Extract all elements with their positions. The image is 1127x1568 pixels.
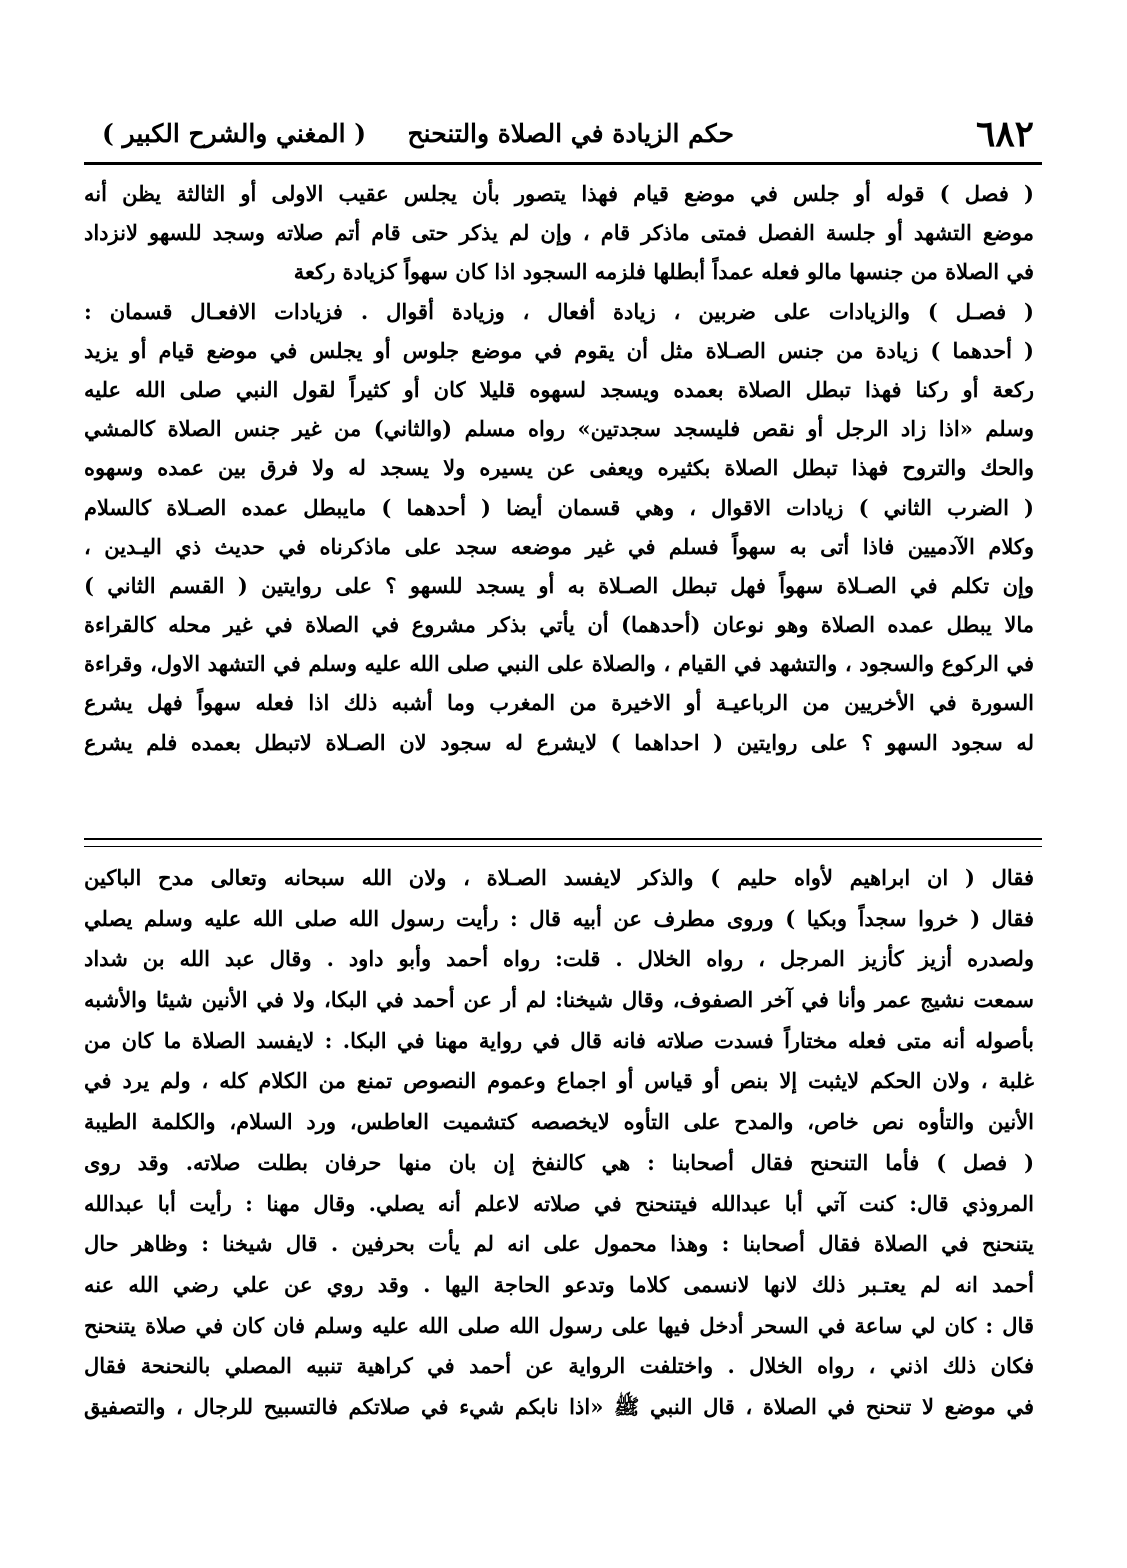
commentary-line: قال : كان لي ساعة في السحر أدخل فيها على رسول الله صلى الله عليه وسلم فان كان في صلاة يتنحنح bbox=[84, 1312, 1034, 1338]
commentary-line: غلبة ، ولان الحكم لايثبت إلا بنص أو قياس أو اجماع وعموم النصوص تمنع من الكلام كله ، ولم يرد في bbox=[84, 1068, 1034, 1094]
main-line: مالا يبطل عمده الصلاة وهو نوعان (أحدهما) أن يأتي بذكر مشروع في الصلاة في غير محله كالقراءة bbox=[84, 612, 1034, 638]
main-line: ( أحدهما ) زيادة من جنس الصـلاة مثل أن يقوم في موضع جلوس أو يجلس في موضع قيام أو يزيد bbox=[84, 337, 1034, 363]
section-separator bbox=[84, 838, 1042, 840]
commentary-line: فقال ( خروا سجداً وبكيا ) وروى مطرف عن أبيه قال : رأيت رسول الله صلى الله عليه وسلم يصلي bbox=[84, 905, 1034, 931]
main-line: والحك والتروح فهذا تبطل الصلاة بكثيره ويعفى عن يسيره ولا يسجد له ولا فرق بين عمده وسهوه bbox=[84, 455, 1034, 481]
main-line: ( فصـل ) والزيادات على ضربين ، زيادة أفعال ، وزيادة أقوال . فزيادات الافعـال قسمان : bbox=[84, 298, 1034, 324]
main-line: ( فصل ) قوله أو جلس في موضع قيام فهذا يتصور بأن يجلس عقيب الاولى أو الثالثة يظن أنه bbox=[84, 181, 1034, 206]
section-separator-thin bbox=[84, 846, 1042, 847]
commentary-line: بأصوله أنه متى فعله مختاراً فسدت صلاته فانه قال في رواية مهنا في البكا. : لايفسد الصلاة ما كان من bbox=[84, 1027, 1034, 1053]
main-line: له سجود السهو ؟ على روايتين ( احداهما ) لايشرع له سجود لان الصـلاة لاتبطل بعمده فلم يشرع bbox=[84, 729, 1034, 755]
running-title: حكم الزيادة في الصلاة والتنحنح bbox=[407, 119, 734, 148]
commentary-line: فكان ذلك اذني ، رواه الخلال . واختلفت الرواية عن أحمد في كراهية تنبيه المصلي بالنحنحة فقال bbox=[84, 1353, 1034, 1379]
main-line: وكلام الآدميين فاذا أتى به سهواً فسلم في غير موضعه سجد على ماذكرناه في حديث ذي اليـدين ، bbox=[84, 533, 1034, 559]
commentary-line: سمعت نشيج عمر وأنا في آخر الصفوف، وقال شيخنا: لم أر عن أحمد في البكا، ولا في الأنين شيئا والأشبه bbox=[84, 987, 1034, 1013]
main-line: ( الضرب الثاني ) زيادات الاقوال ، وهي قسمان أيضا ( أحدهما ) مايبطل عمده الصـلاة كالسلام bbox=[84, 494, 1034, 520]
commentary-line: ولصدره أزيز كأزيز المرجل ، رواه الخلال . قلت: رواه أحمد وأبو داود . وقال عبد الله بن شداد bbox=[84, 946, 1034, 972]
commentary-line: ( فصل ) فأما التنحنح فقال أصحابنا : هي كالنفخ إن بان منها حرفان بطلت صلاته. وقد روى bbox=[84, 1149, 1034, 1175]
main-line: في الركوع والسجود ، والتشهد في القيام ، والصلاة على النبي صلى الله عليه وسلم في التشهد الاول، وقراءة bbox=[84, 651, 1034, 677]
main-line: موضع التشهد أو جلسة الفصل فمتى ماذكر قام ، وإن لم يذكر حتى قام أتم صلاته وسجد للسهو لانزداد bbox=[84, 220, 1034, 246]
commentary-line: الأنين والتأوه نص خاص، والمدح على التأوه لايخصصه كتشميت العاطس، ورد السلام، والكلمة الطيبة bbox=[84, 1109, 1034, 1135]
commentary-line: المروذي قال: كنت آتي أبا عبدالله فيتنحنح في صلاته لاعلم أنه يصلي. وقال مهنا : رأيت أبا عبدالله bbox=[84, 1190, 1034, 1216]
commentary-line: يتنحنح في الصلاة فقال أصحابنا : وهذا محمول على انه لم يأت بحرفين . قال شيخنا : وظاهر حال bbox=[84, 1231, 1034, 1257]
main-line: السورة في الأخريين من الرباعيـة أو الاخيرة من المغرب وما أشبه ذلك اذا فعله سهواً فهل يشرع bbox=[84, 690, 1034, 716]
commentary-line: فقال ( ان ابراهيم لأواه حليم ) والذكر لايفسد الصـلاة ، ولان الله سبحانه وتعالى مدح الباكين bbox=[84, 865, 1034, 890]
commentary-line: أحمد انه لم يعتـبر ذلك لانها لانسمى كلاما وتدعو الحاجة اليها . وقد روي عن علي رضي الله عنه bbox=[84, 1271, 1034, 1297]
main-text-block bbox=[84, 174, 1034, 762]
page-number: ٦٨٢ bbox=[975, 113, 1034, 155]
commentary-line: في موضع لا تنحنح في الصلاة ، قال النبي ﷺ «اذا نابكم شيء في صلاتكم فالتسبيح للرجال ، والتصفيق bbox=[84, 1393, 1034, 1419]
commentary-text-block bbox=[84, 858, 1034, 1428]
header-rule bbox=[84, 162, 1042, 165]
book-title: ( المغني والشرح الكبير ) bbox=[102, 119, 367, 148]
main-line: في الصلاة من جنسها مالو فعله عمداً أبطلها فلزمه السجود اذا كان سهواً كزيادة ركعة bbox=[293, 259, 1034, 285]
main-line: وسلم «اذا زاد الرجل أو نقص فليسجد سجدتين» رواه مسلم (والثاني) من غير جنس الصلاة كالمشي bbox=[84, 416, 1034, 442]
main-line: وإن تكلم في الصـلاة سهواً فهل تبطل الصـلاة به أو يسجد للسهو ؟ على روايتين ( القسم الثاني ) bbox=[84, 572, 1034, 598]
page-header bbox=[84, 110, 1044, 158]
main-line: ركعة أو ركنا فهذا تبطل الصلاة بعمده ويسجد لسهوه قليلا كان أو كثيراً لقول النبي صلى الله عليه bbox=[84, 376, 1034, 402]
